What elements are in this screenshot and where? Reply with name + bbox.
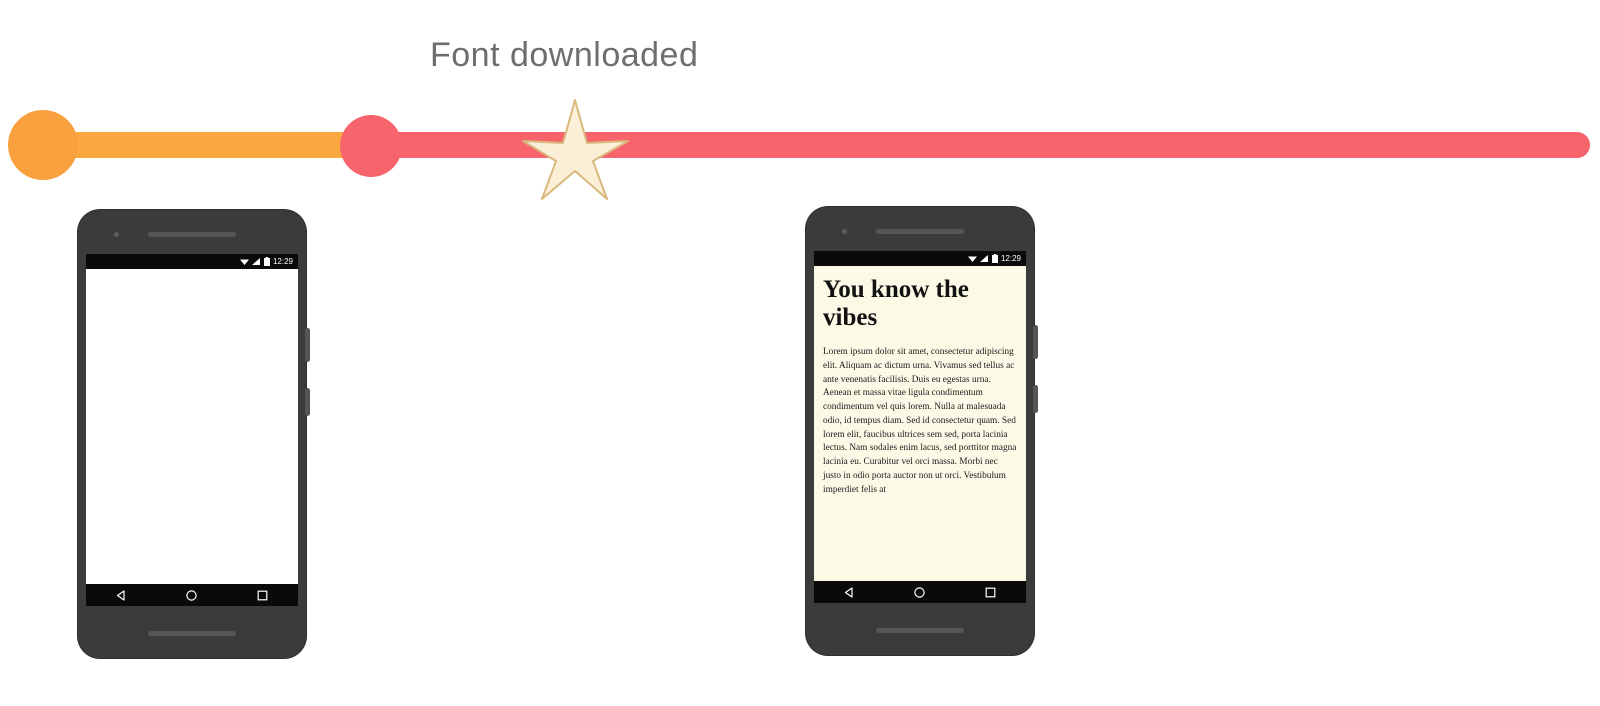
signal-icon bbox=[252, 258, 261, 266]
volume-button[interactable] bbox=[1033, 385, 1038, 413]
phone-after-content bbox=[814, 266, 1026, 581]
phone-after-screen bbox=[814, 251, 1026, 603]
phone-before-content bbox=[86, 269, 298, 584]
wifi-icon bbox=[240, 258, 249, 266]
earpiece-speaker bbox=[876, 229, 964, 234]
article-body: Lorem ipsum dolor sit amet, consectetur adipiscing elit. Aliquam ac dictum urna. Vivamus sed tellus ac ante venenatis facilisis. Duis eu egestas urna. Aenean et massa vitae ligula condimentum condimentum vel quis lorem. Nulla at malesuada odio, id tempus diam. Sed id consectetur quam. Sed lorem elit, faucibus ultrices sem sed, porta lacinia lectus. Nam sodales enim lacus, sed porttitor magna lacinia eu. Curabitur vel orci massa. Morbi nec justo in odio porta auctor non ut orci. Vestibulum imperdiet felis at bbox=[823, 347, 1017, 495]
timeline-event-caption: Font downloaded bbox=[430, 36, 699, 74]
navigation-bar bbox=[814, 581, 1026, 603]
battery-icon bbox=[992, 254, 998, 263]
back-button-icon[interactable] bbox=[843, 586, 856, 599]
recents-button-icon[interactable] bbox=[984, 586, 997, 599]
bottom-speaker bbox=[876, 628, 964, 633]
power-button[interactable] bbox=[305, 328, 310, 362]
status-bar-clock: 12:29 bbox=[272, 257, 293, 266]
timeline-start-marker bbox=[8, 110, 78, 180]
signal-icon bbox=[980, 255, 989, 263]
status-bar bbox=[86, 254, 298, 269]
phone-after bbox=[806, 207, 1034, 655]
wifi-icon bbox=[968, 255, 977, 263]
article-headline: You know the vibes bbox=[823, 276, 969, 331]
home-button-icon[interactable] bbox=[185, 589, 198, 602]
phone-before bbox=[78, 210, 306, 658]
front-camera-icon bbox=[114, 232, 119, 237]
bottom-speaker bbox=[148, 631, 236, 636]
status-bar bbox=[814, 251, 1026, 266]
navigation-bar bbox=[86, 584, 298, 606]
back-button-icon[interactable] bbox=[115, 589, 128, 602]
phone-before-screen bbox=[86, 254, 298, 606]
status-bar-clock: 12:29 bbox=[1000, 254, 1021, 263]
battery-icon bbox=[264, 257, 270, 266]
front-camera-icon bbox=[842, 229, 847, 234]
volume-button[interactable] bbox=[305, 388, 310, 416]
home-button-icon[interactable] bbox=[913, 586, 926, 599]
earpiece-speaker bbox=[148, 232, 236, 237]
timeline-request-marker bbox=[340, 115, 402, 177]
font-downloaded-star-icon bbox=[515, 95, 635, 205]
recents-button-icon[interactable] bbox=[256, 589, 269, 602]
timeline bbox=[0, 110, 1600, 200]
power-button[interactable] bbox=[1033, 325, 1038, 359]
